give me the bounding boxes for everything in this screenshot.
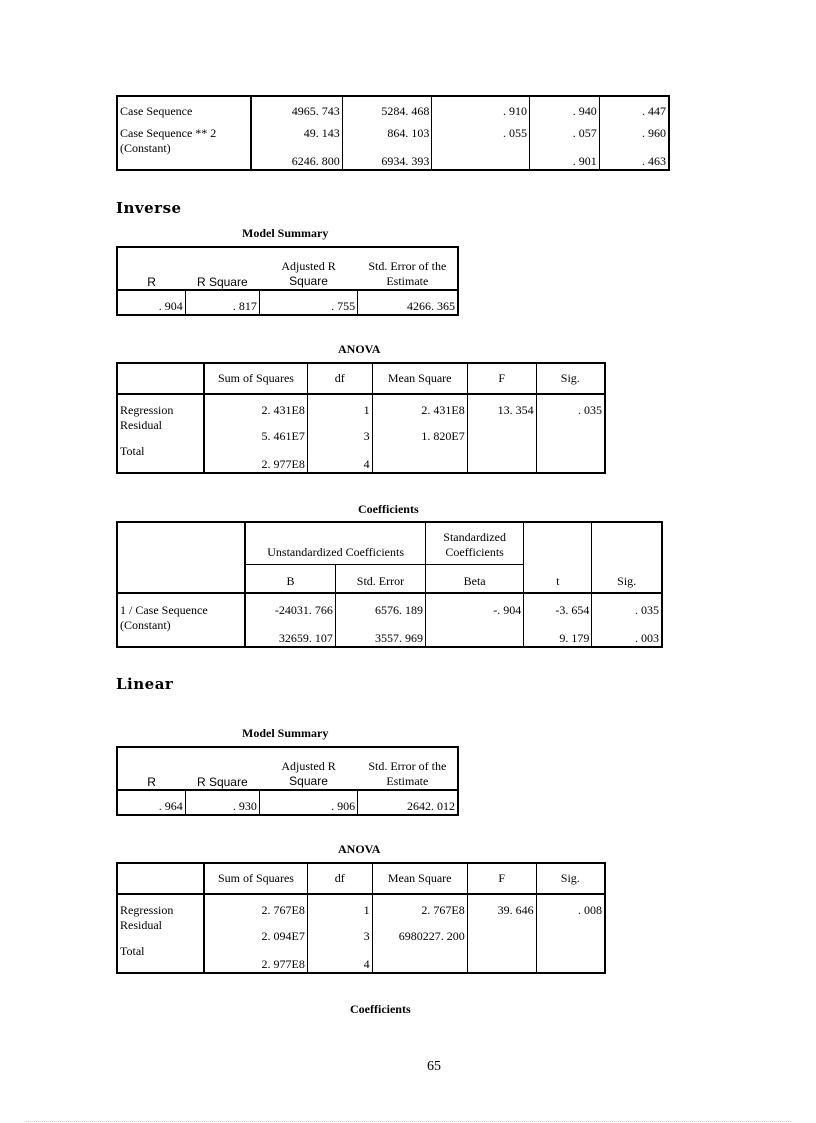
page-bottom-divider [25, 1121, 791, 1122]
header-row [117, 247, 458, 290]
cell-r-square: . 817 [185, 290, 259, 315]
cell-f [467, 444, 536, 473]
row-label: Regression [117, 894, 204, 918]
cell-df: 1 [307, 394, 372, 418]
table-row [117, 894, 605, 918]
cell-b: 6246. 800 [251, 141, 343, 170]
row-label: Total [120, 444, 145, 459]
cell-t: -3. 654 [524, 593, 592, 617]
cell-se: 864. 103 [342, 119, 432, 142]
table-row [117, 618, 662, 648]
header-empty [117, 363, 204, 394]
cell-sig [536, 444, 605, 473]
cell-sig: . 003 [592, 618, 662, 648]
inverse-anova-table [116, 362, 606, 474]
inverse-model-summary-table [116, 246, 459, 316]
header-row [117, 363, 605, 394]
cell-ss: 2. 977E8 [204, 944, 307, 973]
row-label: Case Sequence [120, 103, 193, 118]
header-b: B [245, 565, 335, 593]
inverse-coefficients-table [116, 521, 663, 648]
coefficients-title: Coefficients [358, 502, 419, 516]
cell-sig: . 447 [599, 96, 669, 119]
header-row [117, 747, 458, 790]
header-r-square: R Square [196, 275, 248, 290]
cell-std-error: 4266. 365 [358, 290, 458, 315]
cell-ss: 2. 977E8 [204, 444, 307, 473]
header-standardized [426, 522, 524, 565]
coefficients-title: Coefficients [350, 1002, 411, 1016]
header-empty [117, 863, 204, 894]
header-text: Coefficients [445, 545, 504, 560]
cell-t: . 940 [529, 96, 599, 119]
cell-f: 39. 646 [467, 894, 536, 918]
row-label: (Constant) [120, 141, 171, 156]
cell-f [467, 418, 536, 444]
row-label: 1 / Case Sequence [117, 593, 245, 617]
header-r: R [147, 275, 156, 290]
cell-df: 1 [307, 894, 372, 918]
cell-sig: . 035 [536, 394, 605, 418]
linear-model-summary-table [116, 746, 459, 816]
header-std-error [358, 747, 458, 790]
cell-sig [536, 418, 605, 444]
cell-beta: . 910 [432, 96, 530, 119]
cell-r: . 964 [117, 790, 185, 815]
header-std-error [358, 247, 458, 290]
cell-df: 4 [307, 444, 372, 473]
header-sig: Sig. [536, 863, 605, 894]
row-label: Residual [120, 417, 162, 432]
cell-r-square: . 930 [185, 790, 259, 815]
cell-df: 3 [307, 418, 372, 444]
header-beta: Beta [426, 565, 524, 593]
header-text: Std. Error of the [368, 759, 447, 774]
cell-ss: 2. 431E8 [204, 394, 307, 418]
header-mean-square: Mean Square [372, 863, 467, 894]
cell-f [467, 918, 536, 944]
linear-anova-table [116, 862, 606, 974]
anova-title: ANOVA [338, 842, 381, 856]
cell-sig [536, 918, 605, 944]
cell-b: 32659. 107 [245, 618, 335, 648]
anova-title: ANOVA [338, 342, 381, 356]
cell-beta [432, 141, 530, 170]
header-text: Estimate [386, 274, 429, 289]
cell-beta [426, 618, 524, 648]
table-row [117, 418, 605, 444]
table-row [117, 141, 669, 170]
header-sig: Sig. [592, 522, 662, 593]
cell-se: 6934. 393 [342, 141, 432, 170]
cell-beta: . 055 [432, 119, 530, 142]
header-empty [117, 522, 245, 593]
table-row [117, 290, 458, 315]
header-text: Adjusted R [281, 759, 336, 774]
cell-b: -24031. 766 [245, 593, 335, 617]
cell-r: . 904 [117, 290, 185, 315]
row-label: Case Sequence ** 2 [120, 126, 217, 141]
cell-se: 5284. 468 [342, 96, 432, 119]
model-summary-title: Model Summary [242, 726, 329, 740]
cell-b: 4965. 743 [251, 96, 343, 119]
header-df: df [307, 363, 372, 394]
row-label: Total [120, 944, 145, 959]
row-label: Regression [117, 394, 204, 418]
table-row [117, 394, 605, 418]
header-sum-of-squares: Sum of Squares [204, 863, 307, 894]
cell-f [467, 944, 536, 973]
cell-adj-r-square: . 906 [259, 790, 357, 815]
model-summary-title: Model Summary [242, 226, 329, 240]
table-row [117, 593, 662, 617]
section-heading-linear: Linear [116, 675, 174, 693]
cell-ss: 5. 461E7 [204, 418, 307, 444]
header-text: Adjusted R [281, 259, 336, 274]
cell-ms: 2. 767E8 [372, 894, 467, 918]
header-sum-of-squares: Sum of Squares [204, 363, 307, 394]
top-coefficients-table [116, 95, 670, 171]
cell-ms [372, 944, 467, 973]
header-r-square: R Square [196, 775, 248, 790]
header-f: F [467, 363, 536, 394]
row-label: Residual [120, 917, 162, 932]
cell-ss: 2. 767E8 [204, 894, 307, 918]
cell-b: 49. 143 [251, 119, 343, 142]
header-row [117, 863, 605, 894]
header-text: Square [289, 774, 328, 789]
header-row [117, 522, 662, 565]
header-sig: Sig. [536, 363, 605, 394]
cell-adj-r-square: . 755 [259, 290, 357, 315]
table-row [117, 918, 605, 944]
cell-sig: . 008 [536, 894, 605, 918]
cell-ms: 6980227. 200 [372, 918, 467, 944]
header-std-error: Std. Error [335, 565, 425, 593]
cell-t: . 901 [529, 141, 599, 170]
header-mean-square: Mean Square [372, 363, 467, 394]
header-unstandardized: Unstandardized Coefficients [245, 522, 425, 565]
cell-ms: 1. 820E7 [372, 418, 467, 444]
cell-df: 3 [307, 918, 372, 944]
page-number: 65 [427, 1059, 441, 1074]
header-adj-r-square [259, 247, 357, 290]
header-df: df [307, 863, 372, 894]
table-row [117, 444, 605, 473]
cell-sig: . 960 [599, 119, 669, 142]
cell-sig: . 463 [599, 141, 669, 170]
cell-se: 6576. 189 [335, 593, 425, 617]
header-text: Std. Error of the [368, 259, 447, 274]
cell-ms [372, 444, 467, 473]
cell-ss: 2. 094E7 [204, 918, 307, 944]
table-row [117, 96, 669, 119]
table-row [117, 119, 669, 142]
header-text: Standardized [443, 530, 506, 545]
header-t: t [524, 522, 592, 593]
header-f: F [467, 863, 536, 894]
cell-t: . 057 [529, 119, 599, 142]
header-r: R [147, 775, 156, 790]
cell-ms: 2. 431E8 [372, 394, 467, 418]
table-row [117, 944, 605, 973]
header-adj-r-square [259, 747, 357, 790]
header-text: Square [289, 274, 328, 289]
cell-std-error: 2642. 012 [358, 790, 458, 815]
cell-f: 13. 354 [467, 394, 536, 418]
row-label: (Constant) [120, 617, 171, 632]
section-heading-inverse: Inverse [116, 199, 182, 217]
cell-df: 4 [307, 944, 372, 973]
cell-sig: . 035 [592, 593, 662, 617]
cell-sig [536, 944, 605, 973]
cell-beta: -. 904 [426, 593, 524, 617]
cell-t: 9. 179 [524, 618, 592, 648]
table-row [117, 790, 458, 815]
cell-se: 3557. 969 [335, 618, 425, 648]
header-text: Estimate [386, 774, 429, 789]
